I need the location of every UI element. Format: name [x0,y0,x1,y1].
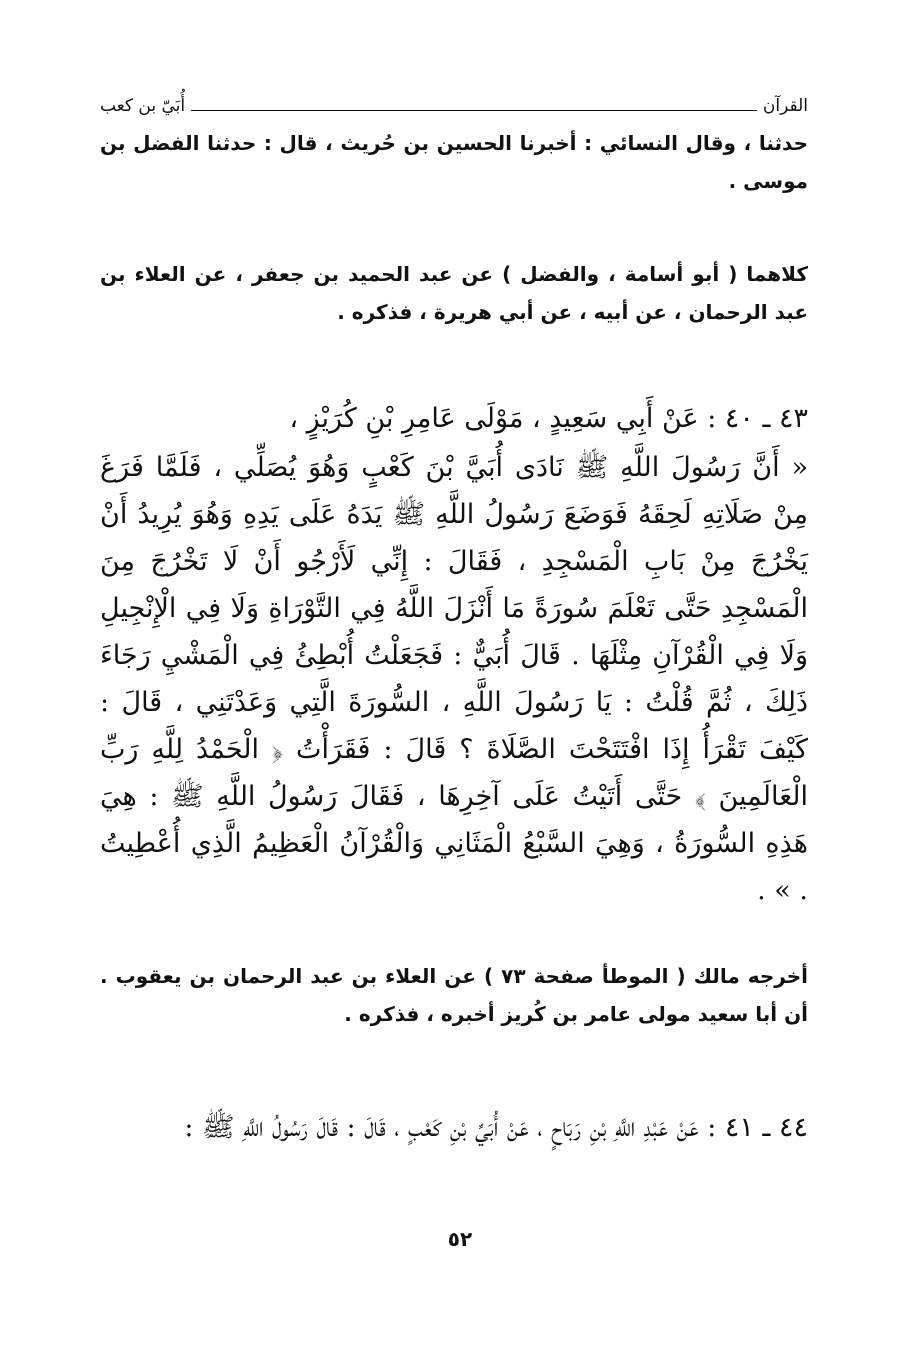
hadith-44-heading: ٤٤ ـ ٤١ : عَنْ عَبْدِ اللَّهِ بْنِ رَبَاحٍ ، عَنْ أُبَيِّ بْنِ كَعْبٍ ، قَالَ : قَالَ رَسُولُ اللَّهِ ﷺ : [184,1112,808,1143]
paragraph-isnad-1: حدثنا ، وقال النسائي : أخبرنا الحسين بن حُريث ، قال : حدثنا الفضل بن موسى . [100,131,808,193]
running-header [100,88,808,116]
paragraph-takhrij: أخرجه مالك ( الموطأ صفحة ٧٣ ) عن العلاء بن عبد الرحمان بن يعقوب . أن أبا سعيد مولى عامر بن كُريز أخبره ، فذكره . [100,964,808,1026]
hadith-43-text: « أَنَّ رَسُولَ اللَّهِ ﷺ نَادَى أُبَيَّ بْنَ كَعْبٍ وَهُوَ يُصَلِّي ، فَلَمَّا فَرَغَ مِنْ صَلَاتِهِ لَحِقَهُ فَوَضَعَ رَسُولُ اللَّهِ ﷺ يَدَهُ عَلَى يَدِهِ وَهُوَ يُرِيدُ أَنْ يَخْرُجَ مِنْ بَابِ الْمَسْجِدِ ، فَقَالَ : إِنِّي لَأَرْجُو أَنْ لَا تَخْرُجَ مِنَ الْمَسْجِدِ حَتَّى تَعْلَمَ سُورَةً مَا أَنْزَلَ اللَّهُ فِي التَّوْرَاةِ وَلَا فِي الْإِنْجِيلِ وَلَا فِي الْقُرْآنِ مِثْلَهَا . قَالَ أُبَيٌّ : فَجَعَلْتُ أُبْطِئُ فِي الْمَشْيِ رَجَاءَ ذَلِكَ ، ثُمَّ قُلْتُ : يَا رَسُولَ اللَّهِ ، السُّورَةَ الَّتِي وَعَدْتَنِي ، قَالَ : كَيْفَ تَقْرَأُ إِذَا افْتَتَحْتَ الصَّلَاةَ ؟ قَالَ : فَقَرَأْتُ ﴿ الْحَمْدُ لِلَّهِ رَبِّ الْعَالَمِينَ ﴾ حَتَّى أَتَيْتُ عَلَى آخِرِهَا ، فَقَالَ رَسُولُ اللَّهِ ﷺ : هِيَ هَذِهِ السُّورَةُ ، وَهِيَ السَّبْعُ الْمَثَانِي وَالْقُرْآنُ الْعَظِيمُ الَّذِي أُعْطِيتُ . » . [100,452,808,906]
header-rule [191,110,757,111]
paragraph-isnad-2: كلاهما ( أبو أسامة ، والفضل ) عن عبد الحميد بن جعفر ، عن العلاء بن عبد الرحمان ، عن أبيه ، عن أبي هريرة ، فذكره . [100,262,808,324]
running-title-left: أُبَيّ بن كعب [100,96,186,116]
running-title-right: القرآن [762,96,808,116]
page-number: ٥٢ [447,1227,473,1251]
hadith-43-heading: ٤٣ ـ ٤٠ : عَنْ أَبِي سَعِيدٍ ، مَوْلَى عَامِرِ بْنِ كُرَيْزٍ ، [289,403,808,434]
